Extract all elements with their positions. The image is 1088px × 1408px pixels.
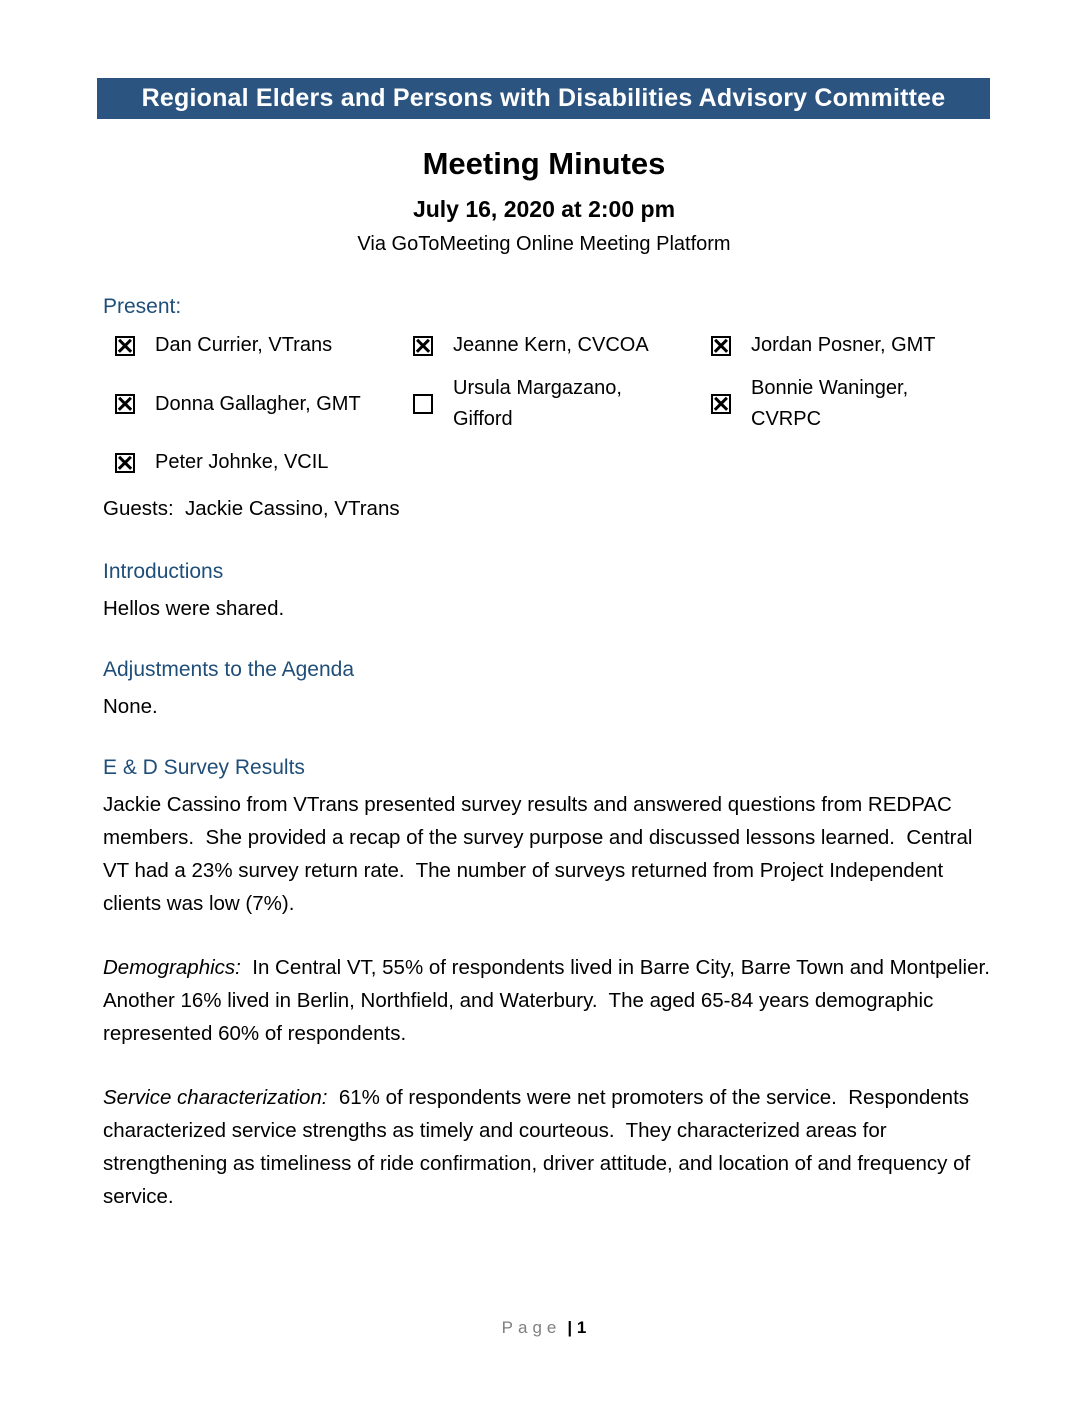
page-title: Meeting Minutes [422,146,666,181]
committee-banner [97,78,990,119]
demographics-lead: Demographics: [103,956,241,979]
section-adjustments-body: None. [103,695,158,718]
attendee-grid [115,330,995,478]
attendee-item [413,330,711,361]
attendee-item [115,330,413,361]
checked-checkbox-icon [115,394,135,414]
paragraph-demographics [103,951,1001,1050]
meeting-datetime: July 16, 2020 at 2:00 pm [412,196,676,222]
guests-line: Guests: Jackie Cassino, VTrans [103,497,400,520]
attendee-name: Peter Johnke, VCIL [155,451,329,473]
attendee-name: Donna Gallagher, GMT [155,392,361,415]
section-survey-heading: E & D Survey Results [103,756,305,779]
banner-title: Regional Elders and Persons with Disabilities Advisory Committee [141,84,946,112]
attendee-name: Ursula Margazano, Gifford [453,377,622,430]
page-footer [0,1318,1088,1338]
meeting-platform: Via GoToMeeting Online Meeting Platform [357,233,731,255]
service-lead: Service characterization: [103,1086,328,1109]
attendee-name: Bonnie Waninger, CVRPC [751,377,909,430]
attendee-name: Jeanne Kern, CVCOA [453,334,649,356]
checked-checkbox-icon [711,394,731,414]
footer-page-label: Page [501,1318,562,1337]
checked-checkbox-icon [413,336,433,356]
paragraph-service [103,1081,998,1213]
demographics-body: In Central VT, 55% of respondents lived in Barre City, Barre Town and Montpelier. Another 16% lived in Berlin, Northfield, and Waterbury. The aged 65-84 years demographic represented 60% of respondents. [103,956,1001,1045]
attendee-item [413,373,711,435]
service-body: 61% of respondents were net promoters of the service. Respondents characterized service strengths as timely and courteous. They characterized areas for strengthening as timeliness of ride confirmation, driver attitude, and location of and frequency of service. [103,1086,976,1208]
attendee-item [711,330,995,361]
attendee-item [115,373,413,435]
attendee-item [115,447,413,478]
unchecked-checkbox-icon [413,394,433,414]
checked-checkbox-icon [115,336,135,356]
section-introductions-body: Hellos were shared. [103,597,285,620]
checked-checkbox-icon [115,453,135,473]
present-heading: Present: [103,295,182,318]
footer-page-number: | 1 [567,1318,587,1337]
attendee-name: Dan Currier, VTrans [155,334,333,356]
section-survey-body: Jackie Cassino from VTrans presented survey results and answered questions from REDPAC members. She provided a recap of the survey purpose and discussed lessons learned. Central VT had a 23% survey return rate. The number of surveys returned from Project Independent clients was low (7%). [103,793,979,915]
section-introductions-heading: Introductions [103,560,224,583]
attendee-item [711,373,995,435]
section-adjustments-heading: Adjustments to the Agenda [103,658,355,681]
checked-checkbox-icon [711,336,731,356]
attendee-name: Jordan Posner, GMT [751,334,936,356]
